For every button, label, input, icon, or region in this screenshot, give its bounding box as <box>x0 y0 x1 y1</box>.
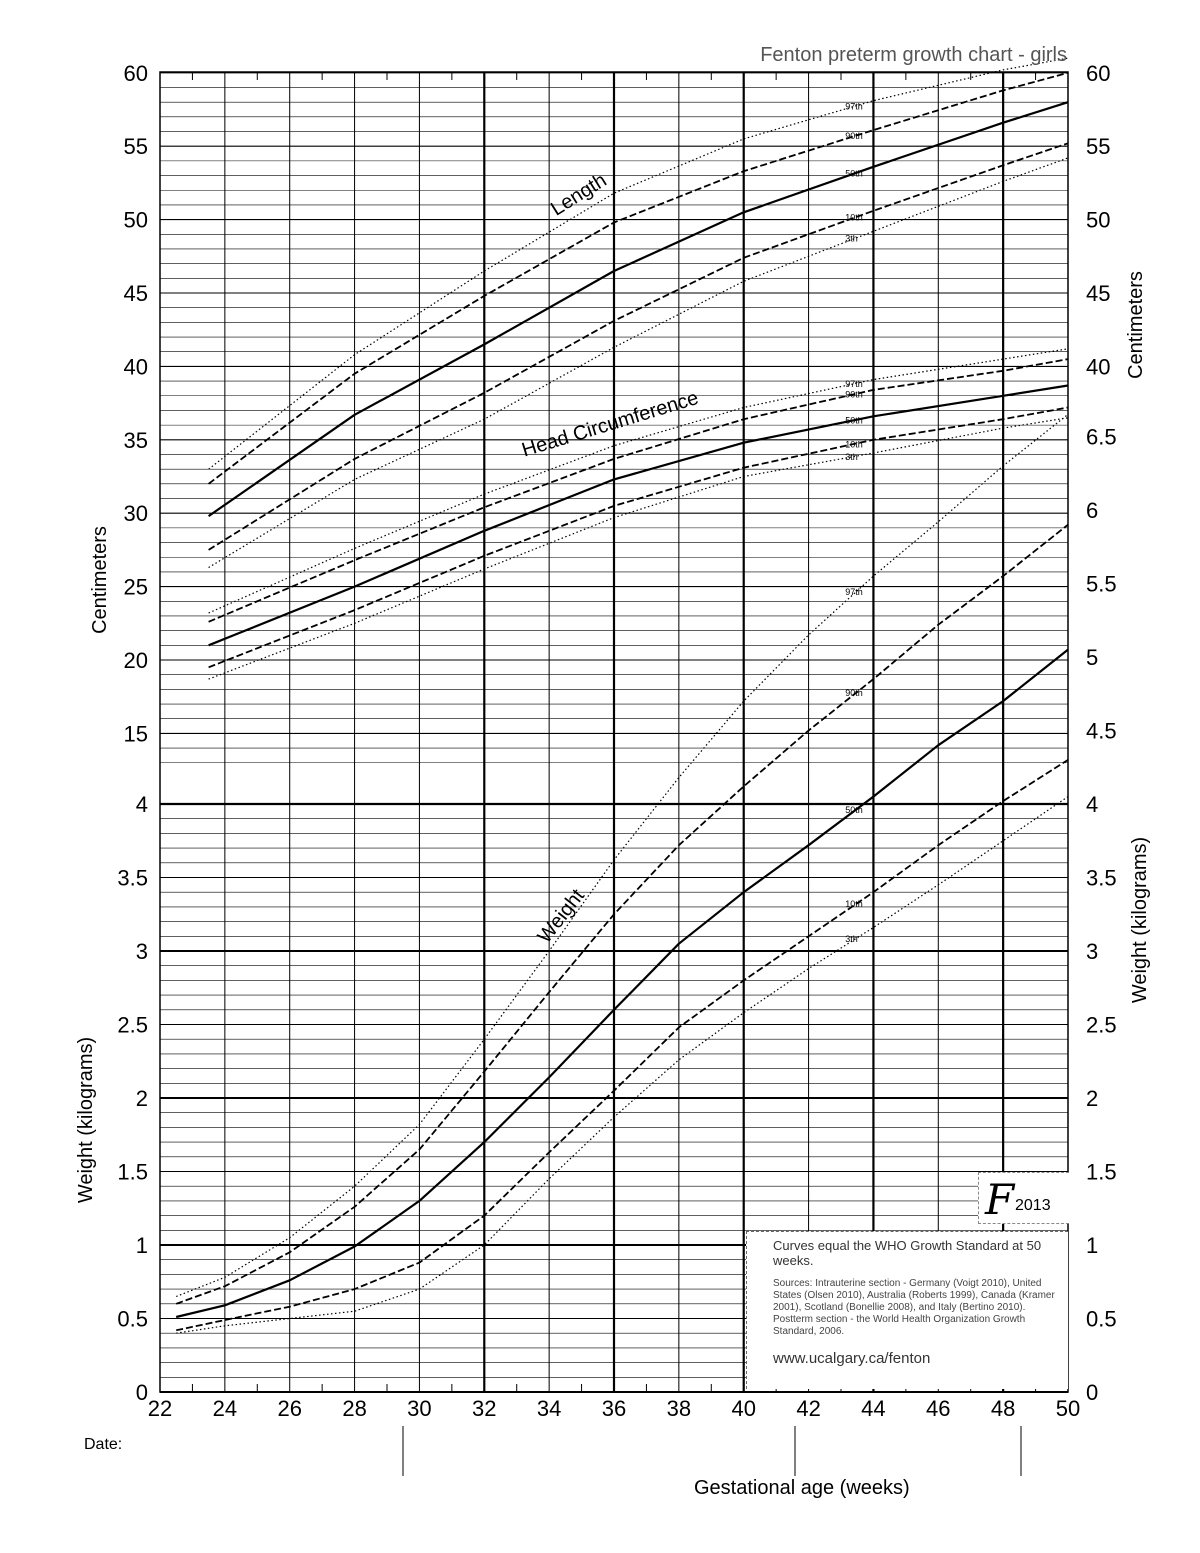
y-tick-label-kg-left: 0.5 <box>117 1306 148 1332</box>
weight-p50-line <box>176 650 1068 1317</box>
weight-percentile-label: 90th <box>845 687 863 698</box>
x-tick-label: 48 <box>990 1396 1016 1421</box>
y-tick-label-cm-left: 35 <box>123 427 148 453</box>
x-tick-label: 36 <box>601 1396 627 1421</box>
y-tick-label-kg-right: 4.5 <box>1086 718 1117 744</box>
y-tick-label-kg-right: 2.5 <box>1086 1012 1117 1038</box>
y-axis-title-cm-left: Centimeters <box>89 526 111 634</box>
y-tick-label-kg-right: 5.5 <box>1086 571 1117 597</box>
weight-label: Weight <box>533 885 589 948</box>
length-percentile-label: 10th <box>845 212 863 223</box>
y-tick-label-kg-left: 1 <box>135 1233 148 1258</box>
x-tick-label: 40 <box>731 1396 756 1421</box>
y-tick-label-cm-right: 55 <box>1086 134 1111 160</box>
info-box <box>746 1231 1068 1389</box>
y-tick-label-kg-right: 1.5 <box>1086 1159 1117 1185</box>
x-tick-label: 38 <box>666 1396 692 1421</box>
y-tick-label-cm-left: 20 <box>123 648 148 673</box>
head-circumference-percentile-label: 97th <box>845 379 863 390</box>
y-tick-label-kg-left: 2.5 <box>117 1012 148 1038</box>
head-circumference-p3-line <box>209 415 1068 679</box>
head-circumference-percentile-label: 10th <box>845 439 863 450</box>
x-tick-label: 26 <box>277 1396 302 1421</box>
y-tick-label-cm-left: 25 <box>123 574 148 600</box>
head-circumference-p90-line <box>209 359 1068 622</box>
y-tick-label-cm-right: 40 <box>1086 354 1111 380</box>
y-tick-label-kg-right: 2 <box>1086 1086 1099 1111</box>
head-circumference-p10-line <box>209 408 1068 668</box>
x-tick-label: 32 <box>472 1396 497 1421</box>
date-label: Date: <box>84 1436 123 1453</box>
y-axis-title-kg-right: Weight (kilograms) <box>1129 836 1151 1004</box>
info-main-text: Curves equal the WHO Growth Standard at 50 weeks. <box>773 1238 1042 1268</box>
length-percentile-label: 50th <box>845 168 863 179</box>
y-tick-label-kg-right: 0.5 <box>1086 1306 1117 1332</box>
weight-p97-line <box>176 414 1068 1296</box>
fenton-logo-icon: F <box>985 1175 1015 1224</box>
y-tick-label-cm-left: 30 <box>123 501 148 527</box>
head-circumference-percentile-label: 3th <box>845 451 858 462</box>
y-tick-label-cm-left: 45 <box>123 281 148 306</box>
y-tick-label-kg-left: 0 <box>135 1380 148 1405</box>
length-percentile-label: 90th <box>845 131 863 142</box>
y-tick-label-cm-left: 15 <box>123 721 148 747</box>
y-tick-label-kg-right: 5 <box>1086 645 1099 670</box>
y-tick-label-kg-right: 4 <box>1086 792 1099 817</box>
y-tick-label-cm-left: 60 <box>123 60 148 86</box>
weight-p90-line <box>176 525 1068 1304</box>
x-tick-label: 50 <box>1055 1396 1081 1421</box>
length-percentile-label: 97th <box>845 101 863 112</box>
length-percentile-label: 3th <box>845 233 858 244</box>
length-p10-line <box>209 143 1068 550</box>
chart-title: Fenton preterm growth chart - girls <box>760 44 1067 66</box>
y-tick-label-kg-left: 2 <box>135 1086 148 1111</box>
y-tick-label-cm-right: 60 <box>1086 60 1111 86</box>
y-tick-label-kg-right: 6.5 <box>1086 424 1117 450</box>
x-tick-label: 34 <box>536 1396 562 1421</box>
head-circumference-label: Head Circumference <box>519 386 702 462</box>
y-tick-label-cm-left: 40 <box>123 354 148 380</box>
logo <box>978 1172 1069 1224</box>
y-tick-label-kg-right: 6 <box>1086 498 1099 523</box>
weight-percentile-label: 50th <box>845 804 863 815</box>
x-tick-label: 30 <box>407 1396 432 1421</box>
x-tick-label: 42 <box>796 1396 821 1421</box>
x-tick-label: 44 <box>861 1396 886 1421</box>
y-axis-title-cm-right: Centimeters <box>1125 271 1147 379</box>
x-tick-label: 24 <box>212 1396 238 1421</box>
x-axis-title: Gestational age (weeks) <box>694 1477 910 1499</box>
y-tick-label-cm-left: 50 <box>123 207 148 233</box>
length-label: Length <box>547 169 611 221</box>
x-tick-label: 46 <box>926 1396 951 1421</box>
head-circumference-p97-line <box>209 349 1068 613</box>
y-tick-label-cm-right: 50 <box>1086 207 1111 233</box>
logo-year: 2013 <box>1015 1197 1051 1214</box>
weight-percentile-label: 10th <box>845 899 863 910</box>
y-tick-label-kg-left: 3.5 <box>117 865 148 891</box>
y-tick-label-kg-right: 1 <box>1086 1233 1099 1258</box>
y-tick-label-cm-left: 55 <box>123 134 148 160</box>
head-circumference-percentile-label: 90th <box>845 389 863 400</box>
y-tick-label-kg-right: 3.5 <box>1086 865 1117 891</box>
weight-percentile-label: 3th <box>845 933 858 944</box>
y-tick-label-kg-left: 1.5 <box>117 1159 148 1185</box>
info-url: www.ucalgary.ca/fenton <box>773 1350 931 1367</box>
y-tick-label-kg-right: 0 <box>1086 1380 1099 1405</box>
info-sources: Sources: Intrauterine section - Germany (Voigt 2010), United States (Olsen 2010), Australia (Roberts 1999), Canada (Kramer 2001), Scotland (Bonellie 2008), and Italy (Bertino 2010). Postterm section - the World Health Organization Growth Standard, 2006. <box>773 1278 1055 1337</box>
y-axis-title-kg-left: Weight (kilograms) <box>75 1036 97 1204</box>
weight-percentile-label: 97th <box>845 586 863 597</box>
head-circumference-percentile-label: 50th <box>845 415 863 426</box>
x-tick-label: 22 <box>147 1396 173 1421</box>
y-tick-label-cm-right: 45 <box>1086 281 1111 306</box>
y-tick-label-kg-right: 3 <box>1086 939 1099 964</box>
y-tick-label-kg-left: 4 <box>135 792 148 817</box>
x-tick-label: 28 <box>342 1396 367 1421</box>
y-tick-label-kg-left: 3 <box>135 939 148 964</box>
